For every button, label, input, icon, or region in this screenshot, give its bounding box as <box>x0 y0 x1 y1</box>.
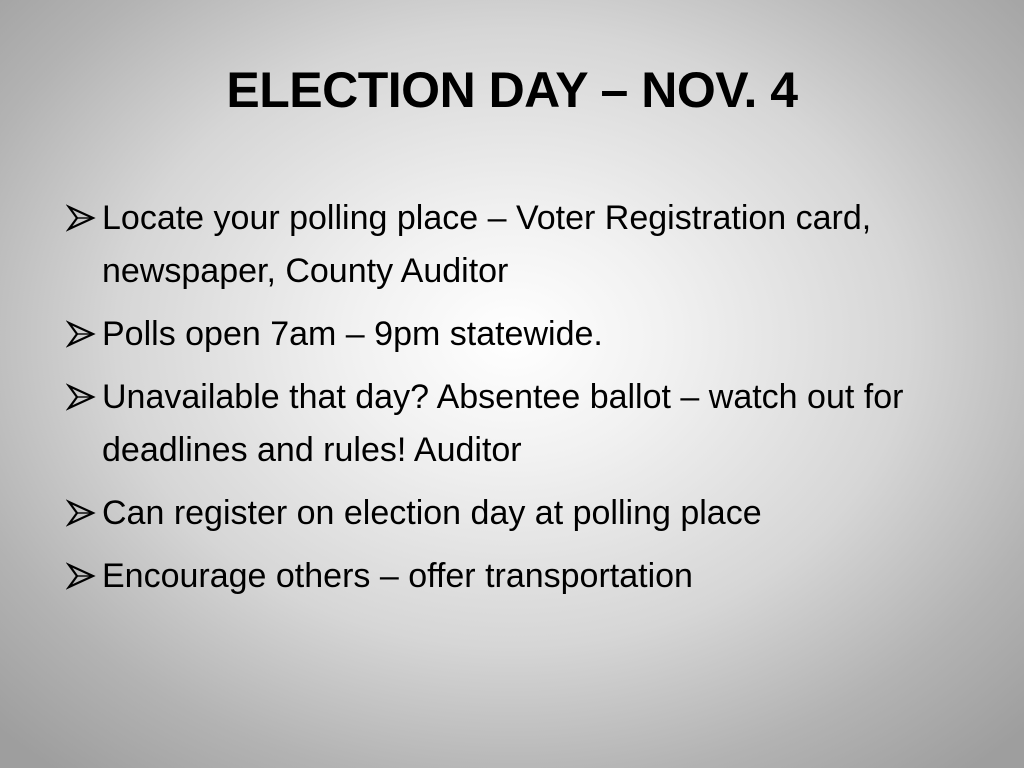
bullet-text: Polls open 7am – 9pm statewide. <box>102 315 603 353</box>
bullet-item <box>66 371 966 477</box>
arrowhead-bullet-icon <box>66 382 96 412</box>
bullet-text: Can register on election day at polling place <box>102 494 762 532</box>
bullet-list <box>66 192 966 613</box>
bullet-text: Encourage others – offer transportation <box>102 557 693 595</box>
bullet-text: Locate your polling place – Voter Registration card, newspaper, County Auditor <box>102 199 872 290</box>
arrowhead-bullet-icon <box>66 561 96 591</box>
bullet-text: Unavailable that day? Absentee ballot – watch out for deadlines and rules! Auditor <box>102 378 904 469</box>
slide-title: ELECTION DAY – NOV. 4 <box>226 62 798 118</box>
arrowhead-bullet-icon <box>66 319 96 349</box>
bullet-item <box>66 192 966 298</box>
arrowhead-bullet-icon <box>66 203 96 233</box>
bullet-item <box>66 550 966 603</box>
arrowhead-bullet-icon <box>66 498 96 528</box>
bullet-item <box>66 308 966 361</box>
bullet-item <box>66 487 966 540</box>
